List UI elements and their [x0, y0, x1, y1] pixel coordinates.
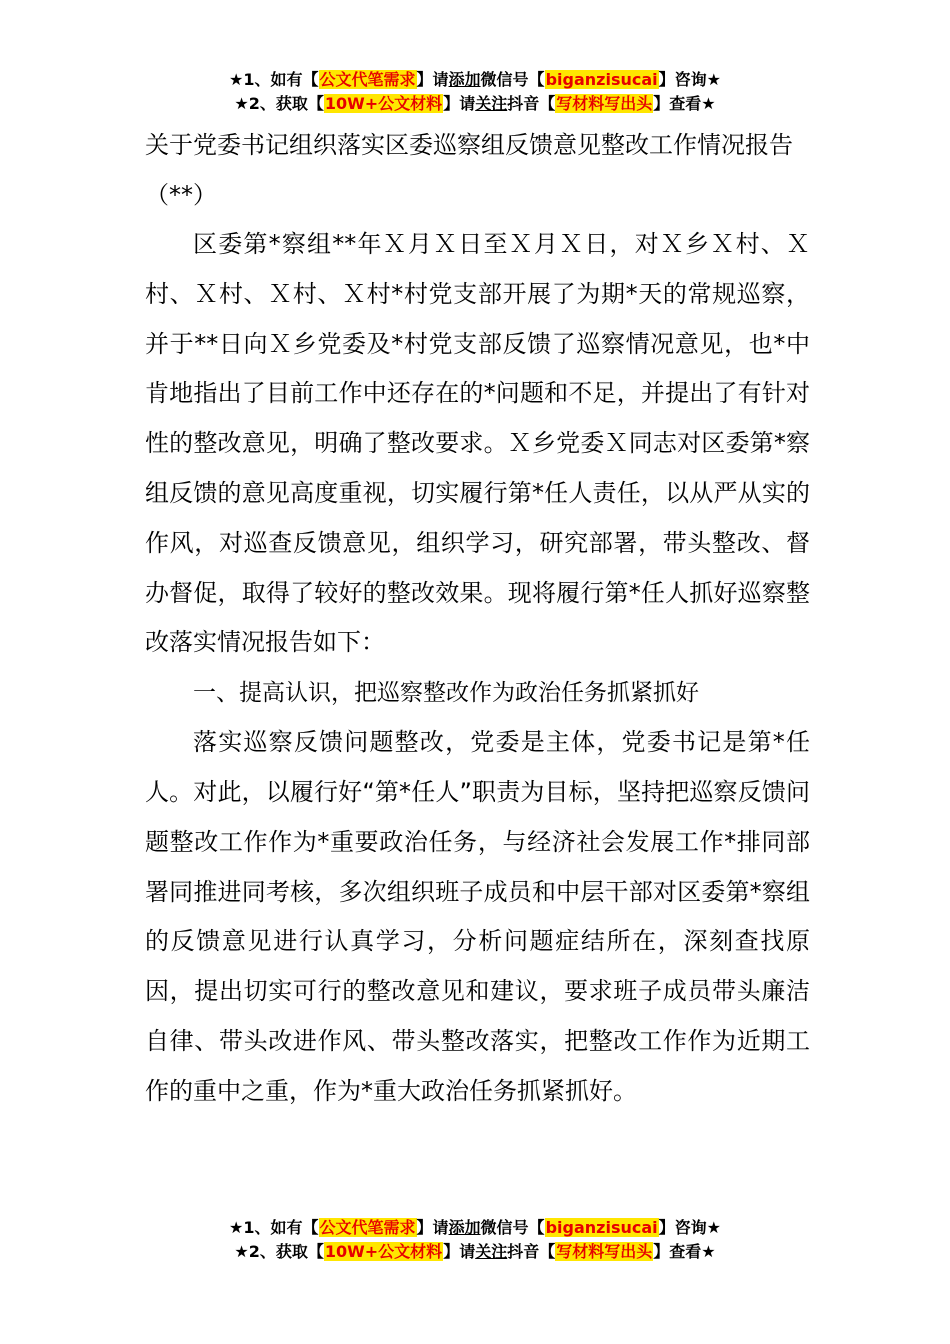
promo-line-2: [0, 92, 950, 116]
promo-text: 】查看★: [653, 94, 716, 113]
promo-text: 】咨询★: [658, 1218, 721, 1237]
promo-text: 微信号【: [480, 1218, 545, 1237]
section-heading-1: 一、提高认识，把巡察整改作为政治任务抓紧抓好: [193, 680, 699, 707]
promo-text: ★2、获取【: [234, 94, 324, 113]
douyin-id-highlight: 写材料写出头: [556, 1242, 653, 1261]
wechat-id-highlight: biganzisucai: [545, 1218, 658, 1237]
wechat-id-highlight: biganzisucai: [545, 70, 658, 89]
promo-banner-top: [0, 68, 950, 116]
promo-text: 微信号【: [480, 70, 545, 89]
promo-underline: 关注: [475, 1242, 508, 1261]
promo-text: 】查看★: [653, 1242, 716, 1261]
promo-line-1: [0, 1216, 950, 1240]
promo-text: 】请: [416, 70, 449, 89]
promo-text: 】请: [416, 1218, 449, 1237]
promo-highlight: 公文代笔需求: [319, 1218, 416, 1237]
document-body: [145, 120, 810, 1117]
promo-text: 】请: [443, 1242, 476, 1261]
paragraph-intro: 区委第*察组**年Ｘ月Ｘ日至Ｘ月Ｘ日，对Ｘ乡Ｘ村、Ｘ村、Ｘ村、Ｘ村、Ｘ村*村党支部开展了为期*天的常规巡察，并于**日向Ｘ乡党委及*村党支部反馈了巡察情况意见，也*中肯地指出了目前工作中还存在的*问题和不足，并提出了有针对性的整改意见，明确了整改要求。Ｘ乡党委Ｘ同志对区委第*察组反馈的意见高度重视，切实履行第*任人责任，以从严从实的作风，对巡查反馈意见，组织学习，研究部署，带头整改、督办督促，取得了较好的整改效果。现将履行第*任人抓好巡察整改落实情况报告如下：: [145, 230, 810, 657]
promo-text: ★1、如有【: [229, 1218, 319, 1237]
promo-underline: 关注: [475, 94, 508, 113]
douyin-id-highlight: 写材料写出头: [556, 94, 653, 113]
promo-text: ★1、如有【: [229, 70, 319, 89]
promo-text: 】咨询★: [658, 70, 721, 89]
promo-highlight: 公文代笔需求: [319, 70, 416, 89]
document-title: 关于党委书记组织落实区委巡察组反馈意见整改工作情况报告（**）: [145, 131, 793, 209]
promo-text: ★2、获取【: [234, 1242, 324, 1261]
paragraph-section-1: 落实巡察反馈问题整改，党委是主体，党委书记是第*任人。对此，以履行好“第*任人”职责为目标，坚持把巡察反馈问题整改工作作为*重要政治任务，与经济社会发展工作*排同部署同推进同考核，多次组织班子成员和中层干部对区委第*察组的反馈意见进行认真学习，分析问题症结所在，深刻查找原因，提出切实可行的整改意见和建议，要求班子成员带头廉洁自律、带头改进作风、带头整改落实，把整改工作作为近期工作的重中之重，作为*重大政治任务抓紧抓好。: [145, 728, 810, 1105]
promo-text: 抖音【: [507, 94, 556, 113]
promo-underline: 添加: [448, 1218, 481, 1237]
promo-line-1: [0, 68, 950, 92]
promo-text: 】请: [443, 94, 476, 113]
promo-highlight: 10W+公文材料: [324, 1242, 443, 1261]
promo-highlight: 10W+公文材料: [324, 94, 443, 113]
promo-underline: 添加: [448, 70, 481, 89]
promo-line-2: [0, 1240, 950, 1264]
promo-banner-bottom: [0, 1216, 950, 1264]
promo-text: 抖音【: [507, 1242, 556, 1261]
